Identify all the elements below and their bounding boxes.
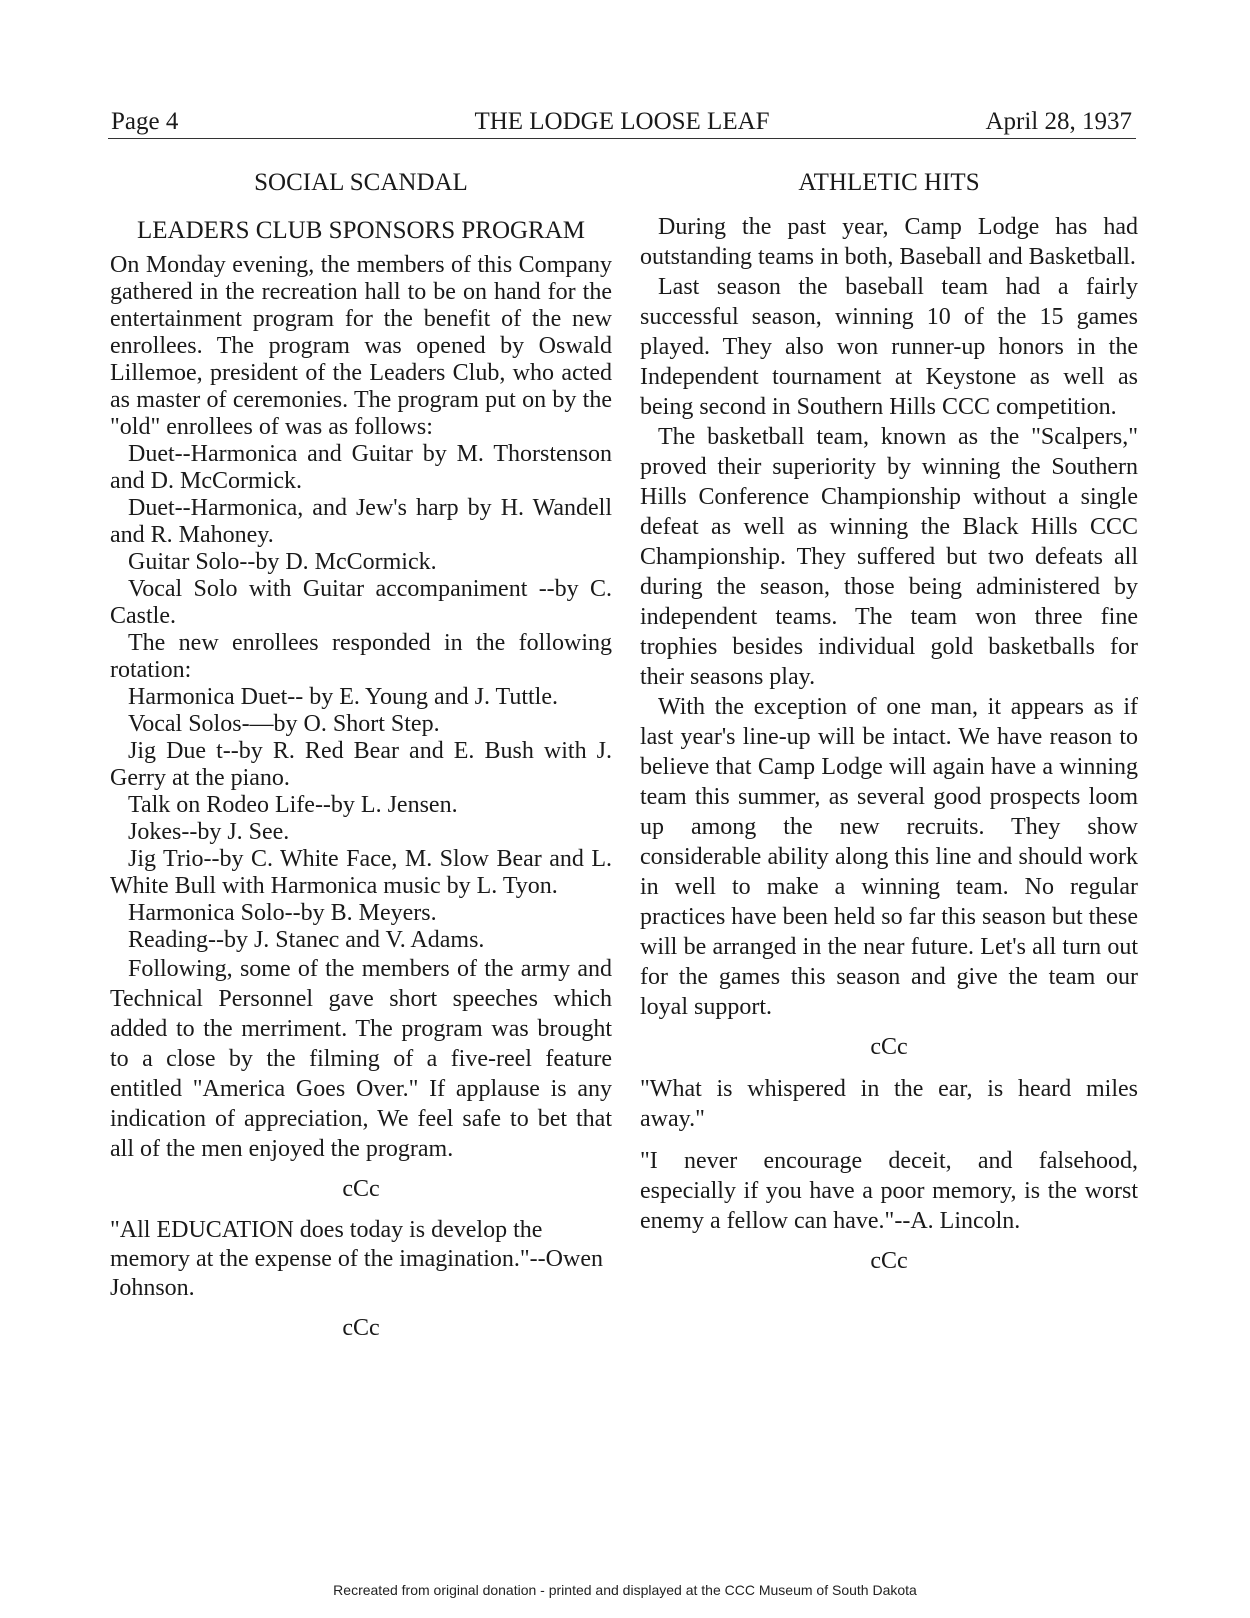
program-item: Harmonica Solo--by B. Meyers. [128,900,437,926]
quote-owen-johnson: "All EDUCATION does today is develop the memory at the expense of the imagination."--Owen Johnson. [110,1217,603,1301]
article-closing: Following, some of the members of the army and Technical Personnel gave short speeches which added to the merriment. The program was brought to a close by the filming of a five-reel feature entitled "America Goes Over." If applause is any indication of appreciation, We feel safe to bet that all of the men enjoyed the program. [110,956,612,1162]
program-item: Reading--by J. Stanec and V. Adams. [128,927,485,953]
article-intro: On Monday evening, the members of this Company gathered in the recreation hall to be on hand for the entertainment program for the benefit of the new enrollees. The program was opened by Oswald Lillemoe, president of the Leaders Club, who acted as master of ceremonies. The program put on by the "old" enrollees of was as follows: [110,252,612,440]
program-item: Duet--Harmonica and Guitar by M. Thorstenson and D. McCormick. [110,441,612,494]
museum-footer: Recreated from original donation - printed and displayed at the CCC Museum of South Dakota [333,1582,917,1598]
page-header [108,106,1136,139]
section-title-athletic-hits: ATHLETIC HITS [798,169,980,196]
athletic-paragraph: During the past year, Camp Lodge has had outstanding teams in both, Baseball and Basketball. [640,214,1138,270]
program-item: Jokes--by J. See. [128,819,290,845]
athletic-paragraph: Last season the baseball team had a fairly successful season, winning 10 of the 15 games played. They also won runner-up honors in the Independent tournament at Keystone as well as being second in Southern Hills CCC competition. [640,274,1138,420]
section-divider: cCc [342,1315,380,1341]
program-item: Harmonica Duet-- by E. Young and J. Tuttle. [128,684,558,710]
quote-whispered: "What is whispered in the ear, is heard miles away." [640,1076,1138,1132]
athletic-paragraph: The basketball team, known as the "Scalpers," proved their superiority by winning the Southern Hills Conference Championship without a single defeat as well as winning the Black Hills CCC Championship. They suffered but two defeats all during the season, those being administered by independent teams. The team won three fine trophies besides individual gold basketballs for their seasons play. [640,424,1138,690]
section-divider: cCc [870,1248,908,1274]
quote-lincoln: "I never encourage deceit, and falsehood, especially if you have a poor memory, is the worst enemy a fellow can have."--A. Lincoln. [640,1148,1138,1234]
issue-date: April 28, 1937 [985,108,1132,135]
article-title-leaders-club: LEADERS CLUB SPONSORS PROGRAM [136,217,586,244]
right-column [640,160,1138,1288]
program-item: Vocal Solos-—by O. Short Step. [128,711,440,737]
program-item: Talk on Rodeo Life--by L. Jensen. [128,792,458,818]
program-item: The new enrollees responded in the following rotation: [110,630,612,683]
program-item: Jig Trio--by C. White Face, M. Slow Bear and L. White Bull with Harmonica music by L. Tyon. [110,846,612,899]
program-item: Vocal Solo with Guitar accompaniment --by C. Castle. [110,576,612,629]
program-item: Guitar Solo--by D. McCormick. [128,549,437,575]
section-divider: cCc [342,1176,380,1202]
program-item: Duet--Harmonica, and Jew's harp by H. Wandell and R. Mahoney. [110,495,612,548]
section-divider: cCc [870,1034,908,1060]
section-title-social-scandal: SOCIAL SCANDAL [254,169,468,196]
program-item: Jig Due t--by R. Red Bear and E. Bush with J. Gerry at the piano. [110,738,612,791]
newspaper-title: THE LODGE LOOSE LEAF [474,108,770,135]
left-column [110,160,612,1355]
page-number: Page 4 [111,108,179,135]
athletic-paragraph: With the exception of one man, it appears as if last year's line-up will be intact. We have reason to believe that Camp Lodge will again have a winning team this summer, as several good prospects loom up among the new recruits. They show considerable ability along this line and should work in well to make a winning team. No regular practices have been held so far this season but these will be arranged in the near future. Let's all turn out for the games this season and give the team our loyal support. [640,694,1138,1020]
